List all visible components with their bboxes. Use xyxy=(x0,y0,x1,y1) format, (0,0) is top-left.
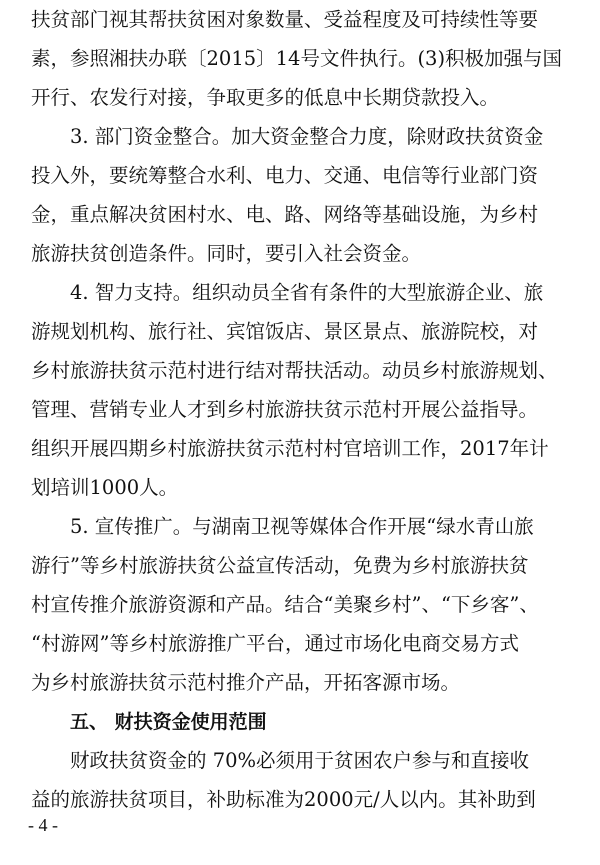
paragraph-start: 4. 智力支持。组织动员全省有条件的大型旅游企业、旅 xyxy=(70,281,544,304)
text-line: 投入外，要统筹整合水利、电力、交通、电信等行业部门资 xyxy=(31,164,539,187)
text-line: “村游网”等乡村旅游推广平台，通过市场化电商交易方式 xyxy=(31,632,519,655)
text-line: 乡村旅游扶贫示范村进行结对帮扶活动。动员乡村旅游规划、 xyxy=(31,359,558,382)
paragraph-start: 财政扶贫资金的 70%必须用于贫困农户参与和直接收 xyxy=(70,749,530,772)
text-line: 为乡村旅游扶贫示范村推介产品，开拓客源市场。 xyxy=(31,671,461,694)
text-line: 开行、农发行对接，争取更多的低息中长期贷款投入。 xyxy=(31,86,500,109)
paragraph-start: 3. 部门资金整合。加大资金整合力度，除财政扶贫资金 xyxy=(70,125,544,148)
text-line: 村宣传推介旅游资源和产品。结合“美聚乡村”、“下乡客”、 xyxy=(31,593,539,616)
paragraph-start: 5. 宣传推广。与湖南卫视等媒体合作开展“绿水青山旅 xyxy=(70,515,534,538)
text-line: 扶贫部门视其帮扶贫困对象数量、受益程度及可持续性等要 xyxy=(31,8,539,31)
page-number: - 4 - xyxy=(28,815,58,835)
text-line: 游规划机构、旅行社、宾馆饭店、景区景点、旅游院校，对 xyxy=(31,320,539,343)
text-line: 组织开展四期乡村旅游扶贫示范村村官培训工作，2017年计 xyxy=(31,437,549,460)
text-line: 划培训1000人。 xyxy=(31,476,179,499)
text-line: 金，重点解决贫困村水、电、路、网络等基础设施，为乡村 xyxy=(31,203,539,226)
text-line: 游行”等乡村旅游扶贫公益宣传活动，免费为乡村旅游扶贫 xyxy=(31,554,529,577)
text-line: 旅游扶贫创造条件。同时，要引入社会资金。 xyxy=(31,242,422,265)
text-line: 管理、营销专业人才到乡村旅游扶贫示范村开展公益指导。 xyxy=(31,398,539,421)
text-line: 素，参照湘扶办联〔2015〕14号文件执行。(3)积极加强与国 xyxy=(31,47,563,70)
text-line: 益的旅游扶贫项目，补助标准为2000元/人以内。其补助到 xyxy=(31,788,536,811)
section-heading: 五、 财扶资金使用范围 xyxy=(70,711,267,733)
